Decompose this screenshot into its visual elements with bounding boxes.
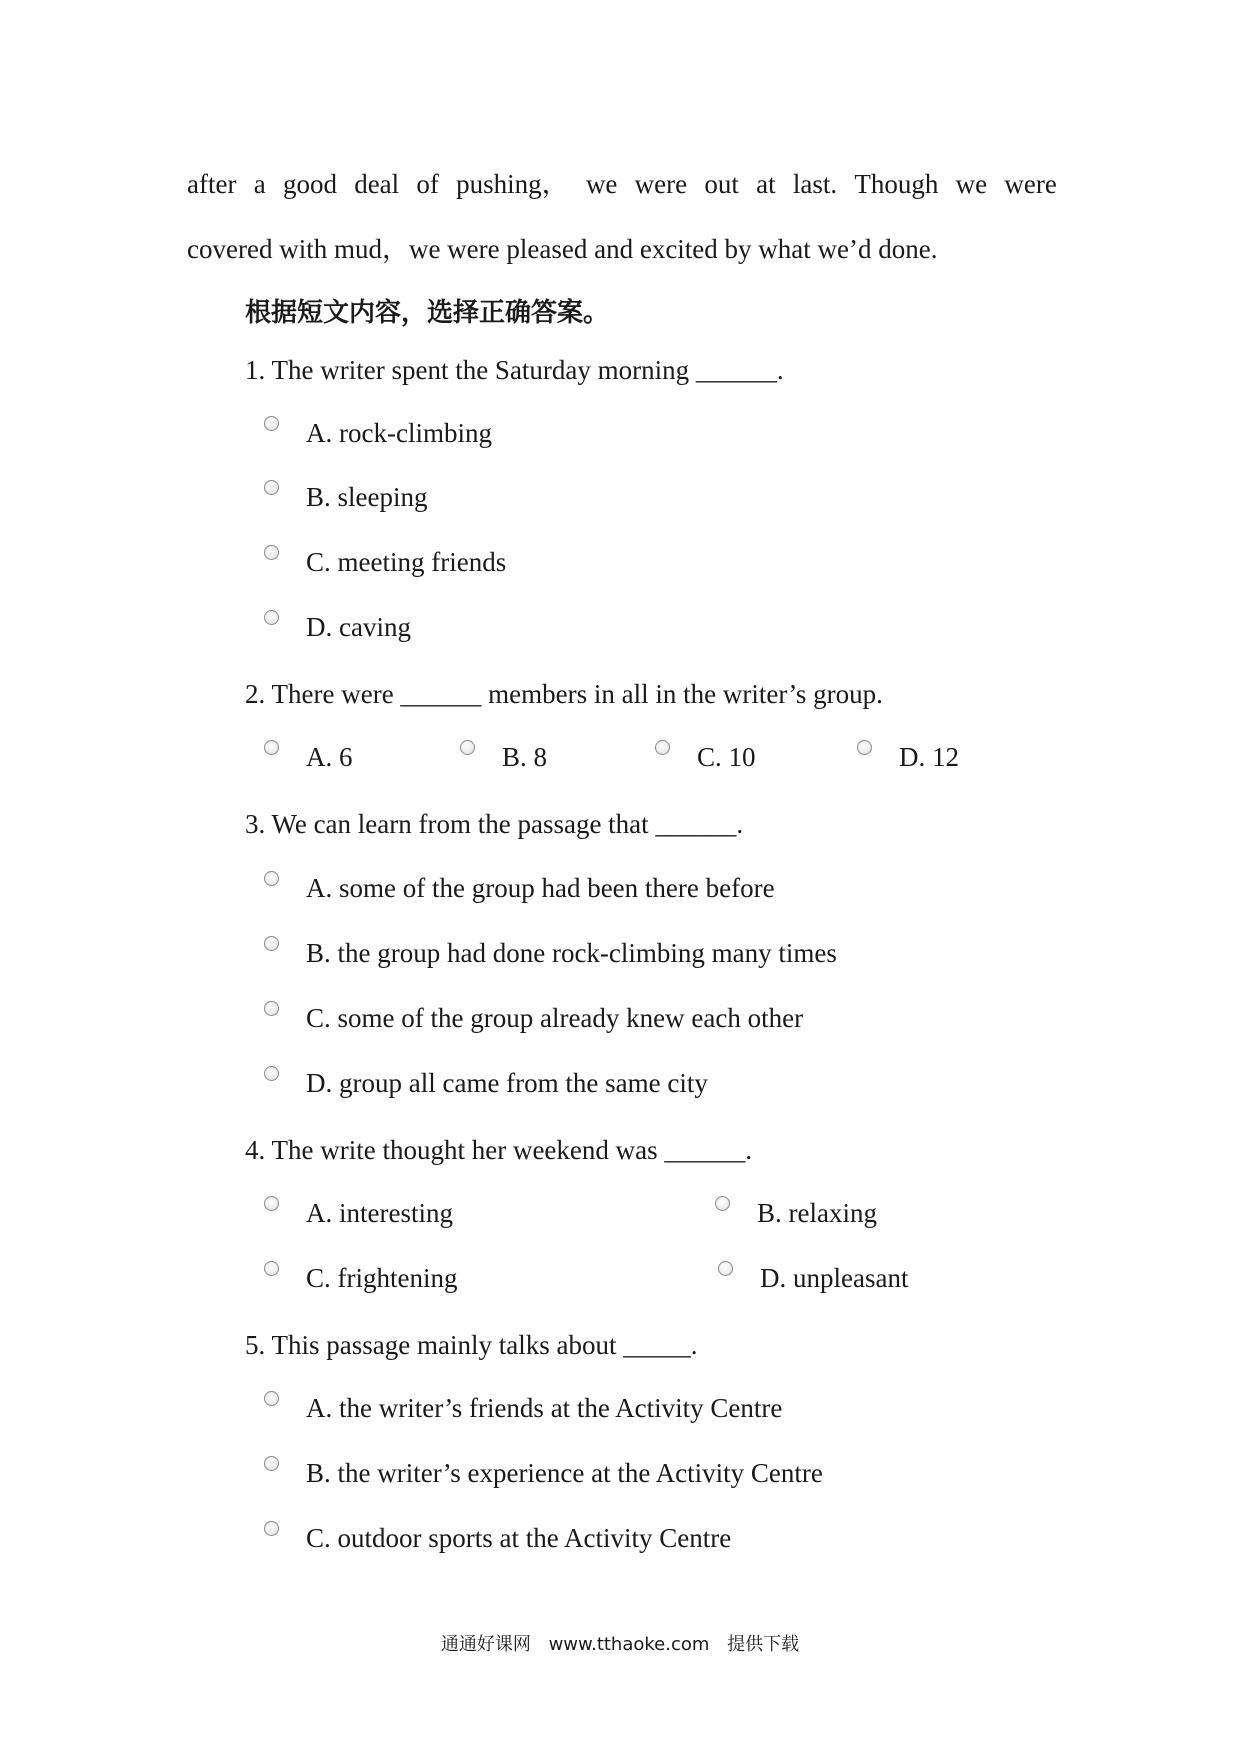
radio-button-icon[interactable] xyxy=(264,545,279,560)
q4-option-a[interactable] xyxy=(264,1198,453,1229)
q2-option-c[interactable] xyxy=(655,742,756,773)
q3-option-a[interactable] xyxy=(264,873,775,904)
q4-option-b[interactable] xyxy=(715,1198,877,1229)
option-label: A. the writer’s friends at the Activity Centre xyxy=(306,1393,783,1423)
radio-button-icon[interactable] xyxy=(264,1391,279,1406)
radio-button-icon[interactable] xyxy=(264,936,279,951)
option-label: B. sleeping xyxy=(306,482,428,512)
q1-option-c[interactable] xyxy=(264,547,506,578)
radio-button-icon[interactable] xyxy=(264,1521,279,1536)
passage-word: were xyxy=(1004,169,1057,199)
q5-option-c[interactable] xyxy=(264,1523,731,1554)
q3-option-d[interactable] xyxy=(264,1068,708,1099)
q1-option-d[interactable] xyxy=(264,612,411,643)
option-label: B. the writer’s experience at the Activity Centre xyxy=(306,1458,823,1488)
footer-url: www.tthaoke.com xyxy=(548,1634,710,1655)
passage-word: last. xyxy=(792,169,838,199)
q2-option-d[interactable] xyxy=(857,742,959,773)
question-1: 1. The writer spent the Saturday morning ______. xyxy=(245,355,784,385)
q5-option-b[interactable] xyxy=(264,1458,823,1489)
q2-option-b[interactable] xyxy=(460,742,547,773)
option-label: A. rock-climbing xyxy=(306,418,492,448)
instruction-heading: 根据短文内容，选择正确答案。 xyxy=(245,298,610,328)
passage-text xyxy=(187,152,1057,282)
passage-word: out xyxy=(704,169,739,199)
radio-button-icon[interactable] xyxy=(264,1196,279,1211)
option-label: B. the group had done rock-climbing many times xyxy=(306,938,837,968)
radio-button-icon[interactable] xyxy=(264,416,279,431)
option-label: C. 10 xyxy=(697,742,756,772)
q5-option-a[interactable] xyxy=(264,1393,782,1424)
option-label: C. some of the group already knew each other xyxy=(306,1003,804,1033)
q4-option-c[interactable] xyxy=(264,1263,457,1294)
option-label: C. meeting friends xyxy=(306,547,507,577)
passage-word: at xyxy=(756,169,776,199)
passage-word: after xyxy=(187,169,237,199)
option-label: B. 8 xyxy=(502,742,548,772)
q4-option-d[interactable] xyxy=(718,1263,908,1294)
radio-button-icon[interactable] xyxy=(264,480,279,495)
passage-word: Though xyxy=(854,169,939,199)
option-label: D. 12 xyxy=(899,742,959,772)
option-label: B. relaxing xyxy=(757,1198,877,1228)
radio-button-icon[interactable] xyxy=(264,1066,279,1081)
passage-line-2: covered with mud，we were pleased and excited by what we’d done. xyxy=(187,234,938,264)
q2-option-a[interactable] xyxy=(264,742,353,773)
page-footer xyxy=(0,1630,1240,1656)
radio-button-icon[interactable] xyxy=(264,610,279,625)
radio-button-icon[interactable] xyxy=(460,740,475,755)
passage-word: pushing， xyxy=(456,169,569,199)
option-label: A. 6 xyxy=(306,742,353,772)
question-4: 4. The write thought her weekend was ______. xyxy=(245,1135,753,1165)
passage-line-1 xyxy=(187,152,1057,217)
option-label: D. unpleasant xyxy=(760,1263,909,1293)
radio-button-icon[interactable] xyxy=(264,871,279,886)
question-3: 3. We can learn from the passage that ______. xyxy=(245,809,744,839)
q1-option-a[interactable] xyxy=(264,418,492,449)
question-2: 2. There were ______ members in all in the writer’s group. xyxy=(245,679,883,709)
q1-option-b[interactable] xyxy=(264,482,428,513)
option-label: D. caving xyxy=(306,612,411,642)
radio-button-icon[interactable] xyxy=(857,740,872,755)
radio-button-icon[interactable] xyxy=(715,1196,730,1211)
radio-button-icon[interactable] xyxy=(264,740,279,755)
passage-word: were xyxy=(634,169,688,199)
passage-word: of xyxy=(416,169,439,199)
radio-button-icon[interactable] xyxy=(264,1001,279,1016)
passage-word: a xyxy=(253,169,266,199)
option-label: A. interesting xyxy=(306,1198,453,1228)
footer-suffix: 提供下载 xyxy=(727,1634,800,1655)
option-label: A. some of the group had been there before xyxy=(306,873,775,903)
passage-word: good xyxy=(282,169,337,199)
q3-option-b[interactable] xyxy=(264,938,837,969)
radio-button-icon[interactable] xyxy=(718,1261,733,1276)
option-label: D. group all came from the same city xyxy=(306,1068,708,1098)
radio-button-icon[interactable] xyxy=(655,740,670,755)
passage-word: we xyxy=(585,169,618,199)
radio-button-icon[interactable] xyxy=(264,1456,279,1471)
question-5: 5. This passage mainly talks about _____. xyxy=(245,1330,698,1360)
passage-word: deal xyxy=(354,169,400,199)
footer-site-name: 通通好课网 xyxy=(440,1634,531,1655)
passage-word: we xyxy=(955,169,988,199)
radio-button-icon[interactable] xyxy=(264,1261,279,1276)
q3-option-c[interactable] xyxy=(264,1003,803,1034)
option-label: C. outdoor sports at the Activity Centre xyxy=(306,1523,732,1553)
option-label: C. frightening xyxy=(306,1263,458,1293)
